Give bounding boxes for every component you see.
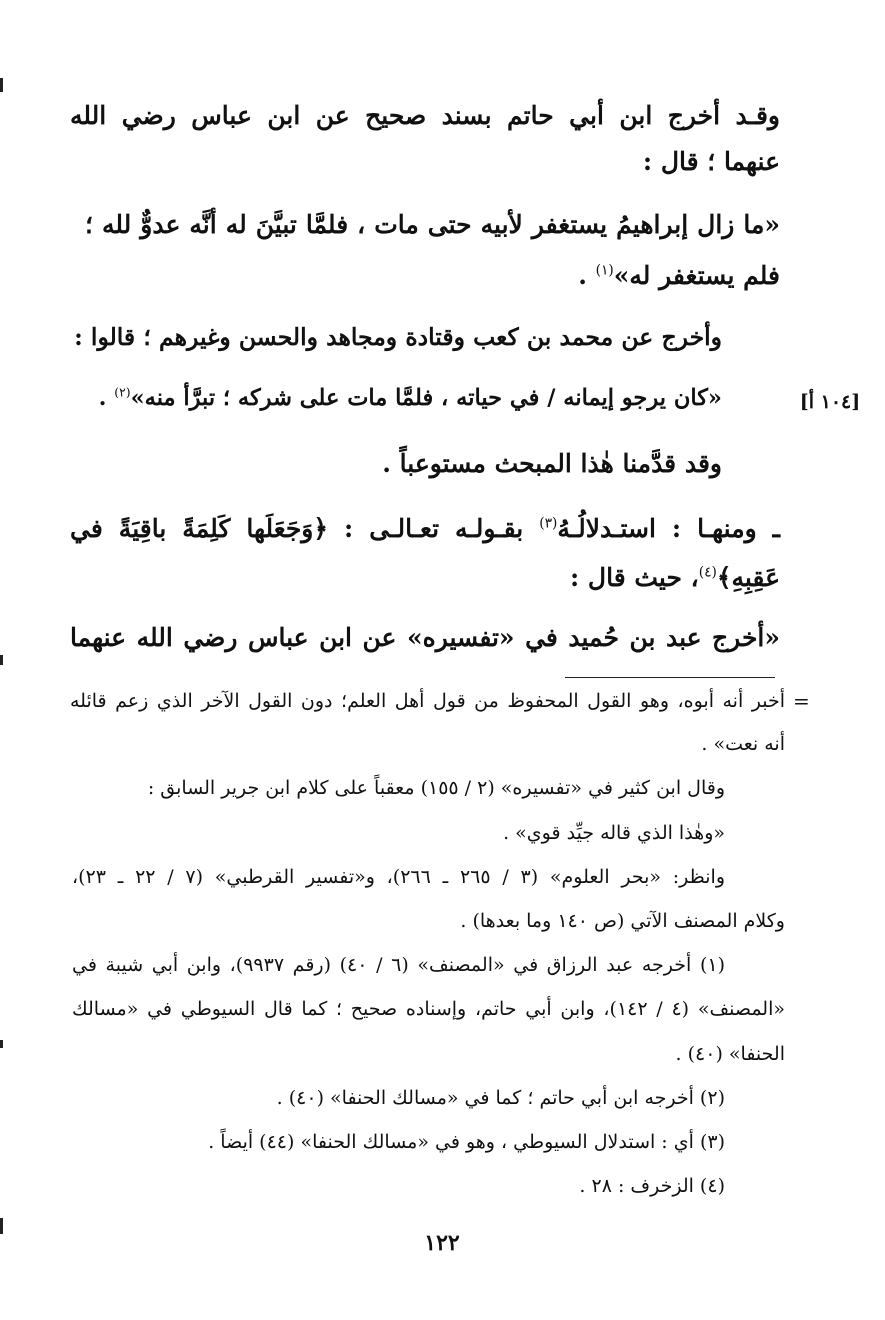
footnote-ref: (٢) [114, 385, 131, 400]
footnote-line: (٤) الزخرف : ٢٨ . [579, 1175, 725, 1197]
quote-line: «ما زال إبراهيمُ يستغفر لأبيه حتى مات ، فلمَّا تبيَّنَ له أنَّه عدوٌّ لله ؛ [85, 210, 780, 239]
footnote-line: «المصنف» (٤ / ١٤٢)، وابن أبي حاتم، وإسناده صحيح ؛ كما قال السيوطي في «مسالك [72, 998, 786, 1020]
quote-line: «كان يرجو إيمانه / في حياته ، فلمَّا مات على شركه ؛ تبرَّأ منه»$^{(٢)}$ . [98, 385, 722, 411]
footnote-line: أنه نعت» . [701, 733, 785, 755]
footnote-separator [565, 677, 775, 678]
main-text-line: وأخرج عن محمد بن كعب وقتادة ومجاهد والحسن وغيرهم ؛ قالوا : [74, 323, 722, 351]
footnote-line: وكلام المصنف الآتي (ص ١٤٠ وما بعدها) . [460, 910, 785, 932]
footnote-ref: (٤) [698, 564, 717, 581]
main-text-line: عَقِبِهِ﴾$^{(٤)}$، حيث قال : [570, 563, 780, 592]
footnote-line: أخبر أنه أبوه، وهو القول المحفوظ من قول أهل العلم؛ دون القول الآخر الذي زعم قائله [70, 690, 785, 712]
footnote-line: (٢) أخرجه ابن أبي حاتم ؛ كما في «مسالك الحنفا» (٤٠) . [276, 1087, 725, 1109]
page-number: ١٢٢ [424, 1230, 460, 1256]
continuation-mark: = [793, 689, 810, 713]
scan-mark [0, 78, 3, 92]
main-text-line: وقد قدَّمنا هٰذا المبحث مستوعباً . [382, 449, 722, 478]
footnote-ref: (١) [595, 262, 614, 279]
scan-mark [0, 655, 3, 665]
footnote-ref: (٣) [539, 515, 558, 532]
quote-line: فلم يستغفر له»$^{(١)}$ . [578, 261, 780, 290]
footnote-line: (١) أخرجه عبد الرزاق في «المصنف» (٦ / ٤٠) (رقم ٩٩٣٧)، وابن أبي شيبة في [72, 954, 726, 976]
footnote-line: «وهٰذا الذي قاله جيِّد قوي» . [503, 822, 725, 844]
footnote-line: (٣) أي : استدلال السيوطي ، وهو في «مسالك الحنفا» (٤٤) أيضاً . [208, 1131, 725, 1153]
footnote-line: وقال ابن كثير في «تفسيره» (٢ / ١٥٥) معقباً على كلام ابن جرير السابق : [147, 777, 725, 799]
scan-mark [0, 1218, 3, 1234]
scan-mark [0, 1040, 3, 1048]
main-text-line: وقـد أخرج ابن أبي حاتم بسند صحيح عن ابن عباس رضي الله [70, 101, 780, 130]
quote-line: «أخرج عبد بن حُميد في «تفسيره» عن ابن عباس رضي الله عنهما [70, 623, 780, 652]
footnote-line: وانظر: «بحر العلوم» (٣ / ٢٦٥ ـ ٢٦٦)، و«تفسير القرطبي» (٧ / ٢٢ ـ ٢٣)، [72, 866, 725, 888]
footnote-line: الحنفا» (٤٠) . [675, 1043, 785, 1065]
manuscript-folio-ref: [١٠٤ أ] [799, 391, 861, 413]
main-text-line: ـ ومنهـا : استـدلالُـهُ$^{(٣)}$ بقـولـه تعـالـى : ﴿وَجَعَلَها كَلِمَةً باقِيَةً في [70, 514, 781, 543]
main-text-line: عنهما ؛ قال : [642, 147, 780, 176]
